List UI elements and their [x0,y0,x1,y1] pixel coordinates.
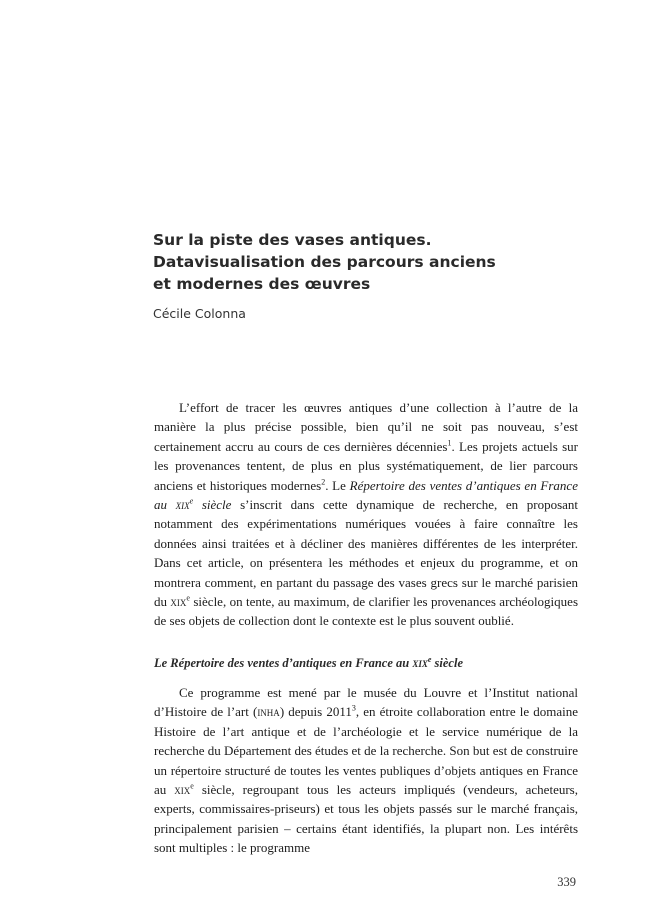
title-line-2: Datavisualisation des parcours anciens [153,253,496,271]
body-text-1: Ce programme est mené par le musée du Louvre et l’Institut national d’Histoire de l’art ( [154,685,578,720]
article-title [153,229,573,295]
intro-text-5: siècle, on tente, au maximum, de clarifier les provenances archéologiques de ses objets de collection dont le contexte est le plus souvent oublié. [154,594,579,629]
title-line-3: et modernes des œuvres [153,275,371,293]
century-numeral: xix [412,656,428,670]
footnote-ref-3: 3 [351,704,356,714]
century-superscript: e [427,654,432,664]
body-text-4: siècle, regroupant tous les acteurs impliqués (vendeurs, acheteurs, experts, commissaires-priseurs) et tous les objets passés sur le marché français, principalement parisien – certains étant identifiés, la plupart non. Les intérêts sont multiples : le programme [154,782,578,856]
section-heading-part-2: siècle [431,656,463,670]
section-heading [154,656,463,671]
inha-abbreviation: inha [257,704,280,720]
body-text-2: ) depuis [279,704,327,720]
century-numeral: xix [175,497,190,513]
title-line-1: Sur la piste des vases antiques. [153,231,432,249]
intro-paragraph [154,398,578,631]
century-superscript: e [186,593,190,603]
century-numeral: xix [170,594,187,610]
intro-text-2: . Les projets actuels sur les provenances tentent, de plus en plus systématiquement, de lier parcours anciens et historiques modernes [154,438,578,493]
intro-text-4: s’inscrit dans cette dynamique de recherche, en proposant notamment des expérimentations numériques vouées à faire connaître les données ainsi traitées et à décliner des manières différentes de les interpréter. Dans cet article, on présentera les méthodes et enjeux du programme, et on montrera comment, en partant du passage des vases grecs sur le marché parisien du [154,497,579,610]
body-paragraph [154,683,578,858]
repertoire-title-part-2: siècle [193,497,232,513]
footnote-ref-2: 2 [321,477,326,487]
century-numeral: xix [174,782,191,798]
century-superscript: e [190,781,194,791]
article-author: Cécile Colonna [153,306,246,321]
footnote-ref-1: 1 [447,438,452,448]
year-oldstyle: 2011 [326,704,352,720]
body-text-3: , en étroite collaboration entre le domaine Histoire de l’art antique et de l’archéologie et le service numérique de la recherche du Département des études et de la recherche. Son but est de construire un répertoire structuré de toutes les ventes publiques d’objets antiques en France au [154,704,578,798]
century-superscript: e [189,496,194,506]
section-heading-part-1: Le Répertoire des ventes d’antiques en France au [154,656,413,670]
page-number: 339 [557,875,576,889]
intro-text-1: L’effort de tracer les œuvres antiques d’une collection à l’autre de la manière la plus précise possible, bien qu’il ne soit pas nouveau, s’est certainement accru au cours de ces dernières décennies [154,400,578,454]
repertoire-title-part-1: Répertoire des ventes d’antiques en France au [154,477,578,513]
intro-text-3: . Le [325,477,350,493]
